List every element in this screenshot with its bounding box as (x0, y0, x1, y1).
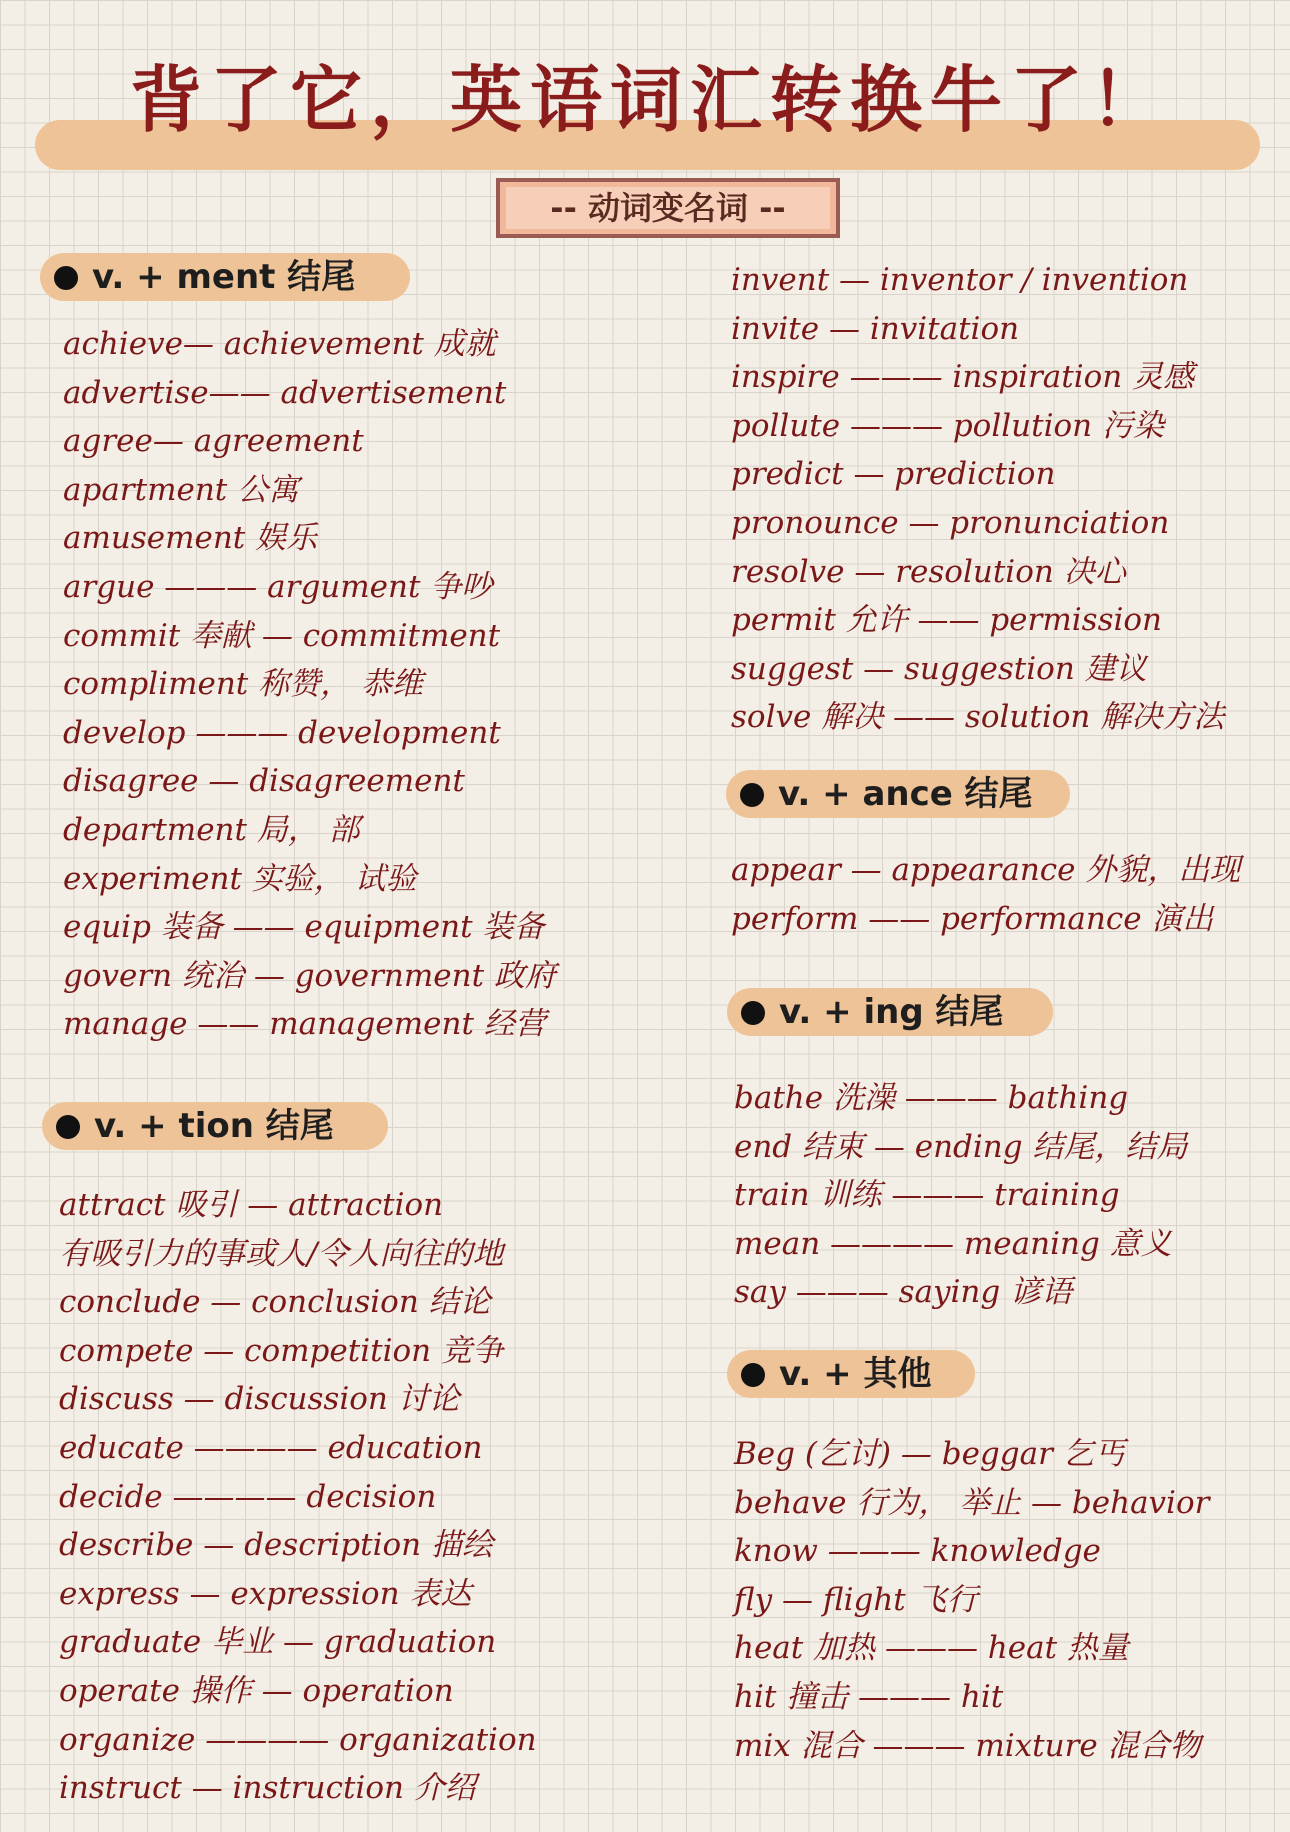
vocab-entry: amusement 娱乐 (63, 520, 318, 557)
vocab-entry: describe — description 描绘 (59, 1527, 493, 1564)
section-header-label: v. + tion 结尾 (94, 1106, 334, 1146)
vocab-entry: graduate 毕业 — graduation (59, 1624, 497, 1661)
section-header-label: v. + 其他 (779, 1354, 932, 1394)
vocab-entry: express — expression 表达 (59, 1575, 472, 1612)
vocab-entry: mix 混合 ——— mixture 混合物 (734, 1727, 1201, 1764)
title-area (30, 40, 1260, 180)
section-header-label: v. + ment 结尾 (92, 257, 356, 297)
vocab-entry: invent — inventor / invention (731, 262, 1189, 298)
section-header-label: v. + ing 结尾 (779, 992, 1004, 1032)
vocab-entry: organize ———— organization (59, 1721, 537, 1758)
vocab-entry: compete — competition 竞争 (59, 1332, 503, 1369)
section-header-label: v. + ance 结尾 (778, 774, 1033, 814)
vocab-entry: say ——— saying 谚语 (734, 1274, 1073, 1311)
section-ance-list (731, 846, 1240, 943)
bullet-dot-icon (54, 266, 78, 290)
vocab-entry: behave 行为， 举止 — behavior (734, 1484, 1210, 1521)
bullet-dot-icon (740, 783, 764, 807)
vocab-entry: inspire ——— inspiration 灵感 (731, 359, 1195, 396)
vocab-entry: develop ——— development (63, 714, 501, 751)
vocab-entry: heat 加热 ——— heat 热量 (734, 1630, 1129, 1667)
vocab-entry: fly — flight 飞行 (734, 1581, 978, 1618)
vocab-entry: advertise—— advertisement (63, 374, 507, 411)
vocab-entry: permit 允许 —— permission (731, 602, 1163, 639)
vocab-entry: train 训练 ——— training (734, 1177, 1120, 1214)
vocab-entry: 有吸引力的事或人/令人向往的地 (59, 1235, 504, 1272)
vocab-entry: appear — appearance 外貌，出现 (731, 852, 1241, 888)
vocab-entry: pronounce — pronunciation (731, 504, 1170, 541)
vocab-entry: invite — invitation (731, 310, 1020, 347)
section-header-other (727, 1350, 975, 1398)
vocab-entry: operate 操作 — operation (59, 1672, 454, 1709)
vocab-entry: solve 解决 —— solution 解决方法 (731, 699, 1225, 736)
subtitle: -- 动词变名词 -- (506, 187, 830, 229)
section-tion-list-right (731, 256, 1224, 742)
subtitle-box (496, 178, 840, 238)
vocab-entry: department 局， 部 (63, 811, 360, 848)
vocab-entry: mean ———— meaning 意义 (734, 1225, 1172, 1262)
bullet-dot-icon (741, 1363, 765, 1387)
section-header-ance (726, 770, 1070, 818)
vocab-entry: argue ——— argument 争吵 (63, 568, 493, 605)
vocab-entry: govern 统治 — government 政府 (63, 957, 556, 994)
vocab-entry: Beg (乞讨) — beggar 乞丐 (734, 1436, 1125, 1472)
vocab-entry: experiment 实验， 试验 (63, 860, 417, 897)
vocab-entry: conclude — conclusion 结论 (59, 1284, 491, 1321)
vocab-entry: agree— agreement (63, 423, 364, 460)
section-tion-list-left (59, 1181, 537, 1813)
vocab-entry: compliment 称赞， 恭维 (63, 666, 423, 703)
vocab-entry: bathe 洗澡 ——— bathing (734, 1080, 1129, 1116)
bullet-dot-icon (56, 1115, 80, 1139)
vocab-entry: resolve — resolution 决心 (731, 553, 1126, 590)
vocab-entry: perform —— performance 演出 (731, 900, 1214, 937)
vocab-entry: apartment 公寓 (63, 471, 300, 508)
vocab-entry: instruct — instruction 介绍 (59, 1770, 476, 1807)
section-header-ment (40, 253, 410, 301)
vocab-entry: educate ———— education (59, 1429, 483, 1466)
section-ment-list (63, 320, 556, 1049)
section-other-list (734, 1430, 1209, 1770)
vocab-entry: commit 奉献 — commitment (63, 617, 501, 654)
vocab-entry: decide ———— decision (59, 1478, 437, 1515)
section-header-ing (727, 988, 1053, 1036)
vocab-entry: disagree — disagreement (63, 763, 465, 800)
vocab-entry: achieve— achievement 成就 (63, 326, 496, 362)
vocab-entry: manage —— management 经营 (63, 1006, 546, 1043)
section-header-tion (42, 1102, 388, 1150)
vocab-entry: know ——— knowledge (734, 1533, 1101, 1570)
bullet-dot-icon (741, 1001, 765, 1025)
vocab-entry: pollute ——— pollution 污染 (731, 407, 1164, 444)
vocab-entry: hit 撞击 ——— hit (734, 1678, 1004, 1715)
vocab-entry: end 结束 — ending 结尾，结局 (734, 1128, 1188, 1165)
vocab-entry: equip 装备 —— equipment 装备 (63, 909, 545, 946)
section-ing-list (734, 1074, 1187, 1317)
vocab-entry: suggest — suggestion 建议 (731, 650, 1147, 687)
vocab-entry: discuss — discussion 讨论 (59, 1381, 460, 1418)
page-title: 背了它，英语词汇转换牛了！ (129, 57, 1170, 142)
vocab-entry: predict — prediction (731, 456, 1056, 493)
vocab-entry: attract 吸引 — attraction (59, 1187, 444, 1223)
